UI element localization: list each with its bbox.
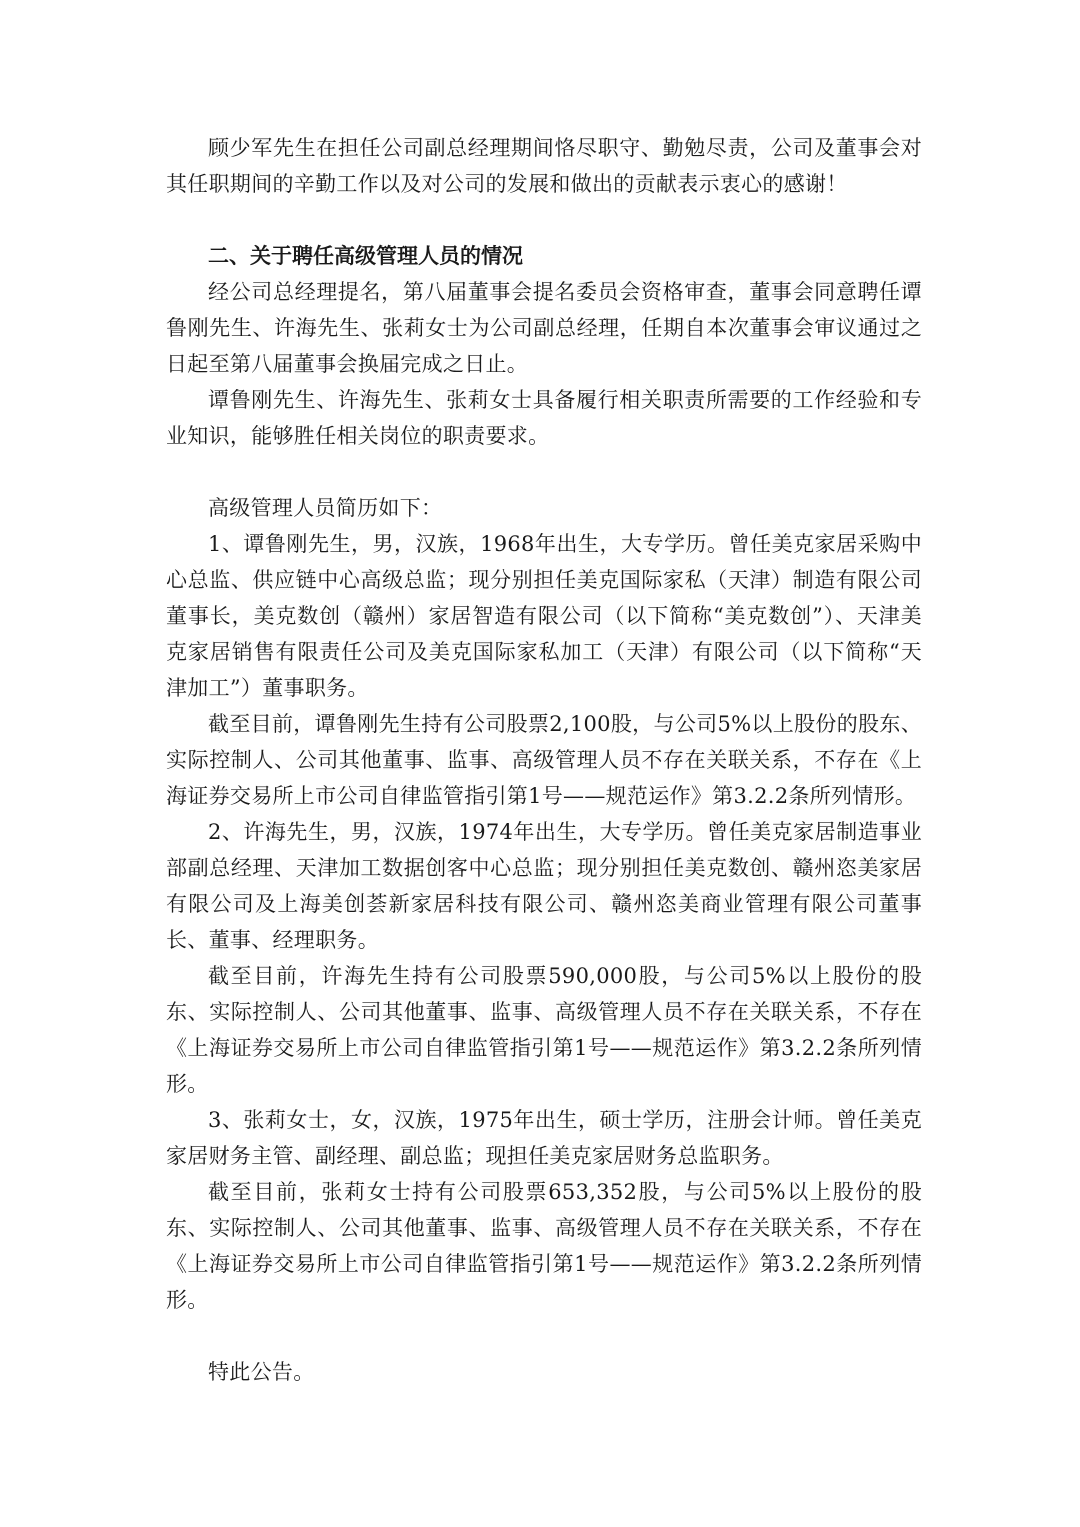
closing-statement: 特此公告。 [208, 1360, 315, 1384]
resume-zhang-li: 3、张莉女士，女，汉族，1975年出生，硕士学历，注册会计师。曾任美克家居财务主管、副经理、副总监；现担任美克家居财务总监职务。 [166, 1108, 922, 1168]
resume-intro: 高级管理人员简历如下： [208, 496, 443, 520]
paragraph-nomination: 经公司总经理提名，第八届董事会提名委员会资格审查，董事会同意聘任谭鲁刚先生、许海先生、张莉女士为公司副总经理，任期自本次董事会审议通过之日起至第八届董事会换届完成之日止。 [166, 280, 922, 376]
paragraph-thanks: 顾少军先生在担任公司副总经理期间恪尽职守、勤勉尽责，公司及董事会对其任职期间的辛勤工作以及对公司的发展和做出的贡献表示衷心的感谢！ [166, 136, 922, 196]
resume-tan-lugang: 1、谭鲁刚先生，男，汉族，1968年出生，大专学历。曾任美克家居采购中心总监、供应链中心高级总监；现分别担任美克国际家私（天津）制造有限公司董事长，美克数创（赣州）家居智造有限公司（以下简称“美克数创”）、天津美克家居销售有限责任公司及美克国际家私加工（天津）有限公司（以下简称“天津加工”）董事职务。 [166, 532, 922, 700]
spacer [166, 202, 922, 238]
holding-zhang-li: 截至目前，张莉女士持有公司股票653,352股，与公司5%以上股份的股东、实际控制人、公司其他董事、监事、高级管理人员不存在关联关系，不存在《上海证券交易所上市公司自律监管指引第1号——规范运作》第3.2.2条所列情形。 [166, 1180, 922, 1312]
resume-xu-hai: 2、许海先生，男，汉族，1974年出生，大专学历。曾任美克家居制造事业部副总经理、天津加工数据创客中心总监；现分别担任美克数创、赣州恣美家居有限公司及上海美创荟新家居科技有限公司、赣州恣美商业管理有限公司董事长、董事、经理职务。 [166, 820, 922, 952]
spacer [166, 1318, 922, 1354]
section-heading: 二、关于聘任高级管理人员的情况 [208, 244, 523, 268]
paragraph-qualification: 谭鲁刚先生、许海先生、张莉女士具备履行相关职责所需要的工作经验和专业知识，能够胜任相关岗位的职责要求。 [166, 388, 922, 448]
holding-tan-lugang: 截至目前，谭鲁刚先生持有公司股票2,100股，与公司5%以上股份的股东、实际控制人、公司其他董事、监事、高级管理人员不存在关联关系，不存在《上海证券交易所上市公司自律监管指引第1号——规范运作》第3.2.2条所列情形。 [166, 712, 922, 808]
spacer [166, 454, 922, 490]
holding-xu-hai: 截至目前，许海先生持有公司股票590,000股，与公司5%以上股份的股东、实际控制人、公司其他董事、监事、高级管理人员不存在关联关系，不存在《上海证券交易所上市公司自律监管指引第1号——规范运作》第3.2.2条所列情形。 [166, 964, 922, 1096]
document-page [166, 130, 922, 1390]
